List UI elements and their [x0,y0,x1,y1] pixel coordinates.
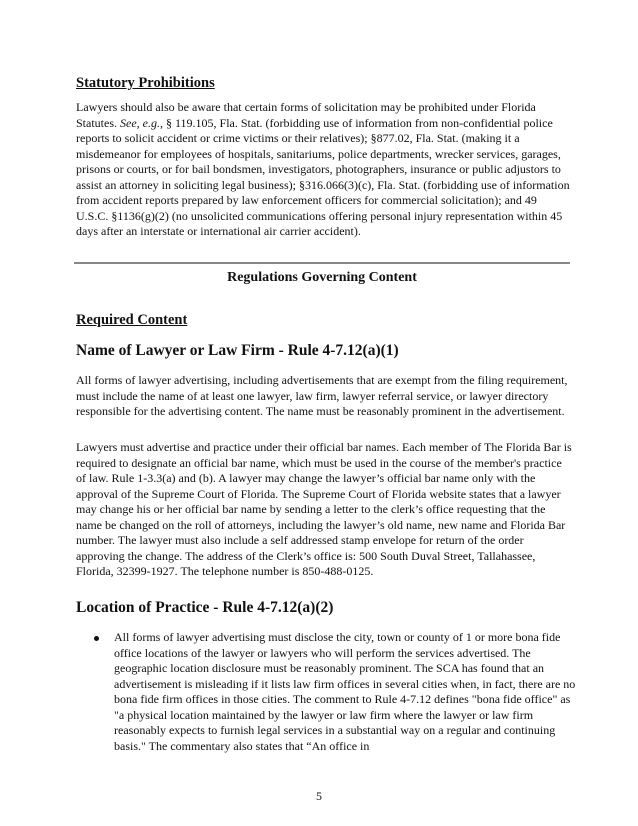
location-bullet-item: All forms of lawyer advertising must disclose the city, town or county of 1 or more bona fide office locations of the lawyer or lawyers who will perform the services advertised. The geographic location disclosure must be reasonably prominent. The SCA has found that an advertisement is misleading if it lists law firm offices in several cities when, in fact, there are no bona fide firm offices in those cities. The comment to Rule 4-7.12 defines "bona fide office" as "a physical location maintained by the lawyer or law firm where the lawyer or law firm reasonably expects to furnish legal services in a substantial way on a regular and continuing basis." The commentary also states that “An office in [114,630,576,753]
page-number: 5 [316,789,322,803]
regulations-governing-content-heading: Regulations Governing Content [227,270,417,285]
statutory-body-rest: , § 119.105, Fla. Stat. (forbidding use of information from non-confidential police reports to solicit accident or crime victims or their relatives); §877.02, Fla. Stat. (making it a misdemeanor for employees of hospitals, sanitariums, police departments, wrecker services, garages, prisons or courts, or for bail bondsmen, investigators, photographers, insurance or public adjustors to assist an attorney in soliciting legal business); §316.066(3)(c), Fla. Stat. (forbidding use of information from accident reports prepared by law enforcement officers for commercial solicitation); and 49 U.S.C. §1136(g)(2) (no unsolicited communications offering personal injury representation within 45 days after an interstate or international air carrier accident). [76,115,570,238]
statutory-prohibitions-heading: Statutory Prohibitions [76,75,215,91]
required-content-heading: Required Content [76,312,188,328]
statutory-body-start: Lawyers should also be aware that certain forms of solicitation may be prohibited under Florida Statutes. [76,100,536,130]
official-bar-name-paragraph: Lawyers must advertise and practice under their official bar names. Each member of The Florida Bar is required to designate an official bar name, which must be used in the course of the member's practice of law. Rule 1-3.3(a) and (b). A lawyer may change the lawyer’s official bar name only with the approval of the Supreme Court of Florida. The Supreme Court of Florida website states that a lawyer may change his or her official bar name by sending a letter to the clerk’s office requesting that the name be changed on the roll of attorneys, including the lawyer’s old name, new name and Florida Bar number. The lawyer must also include a self addressed stamp envelope for return of the order approving the change. The address of the Clerk’s office is: 500 South Duval Street, Tallahassee, Florida, 32399-1927. The telephone number is 850-488-0125. [76,440,572,578]
statutory-citation-signal: See, e.g. [120,115,160,130]
name-requirement-paragraph: All forms of lawyer advertising, including advertisements that are exempt from the filing requirement, must include the name of at least one lawyer, law firm, lawyer referral service, or lawyer directory responsible for the advertising content. The name must be reasonably prominent in the advertisement. [76,373,568,418]
statutory-prohibitions-paragraph [76,100,572,240]
bullet-icon [94,636,99,641]
name-of-lawyer-heading: Name of Lawyer or Law Firm - Rule 4-7.12(a)(1) [76,342,399,359]
location-of-practice-heading: Location of Practice - Rule 4-7.12(a)(2) [76,599,334,616]
section-divider [74,262,570,264]
